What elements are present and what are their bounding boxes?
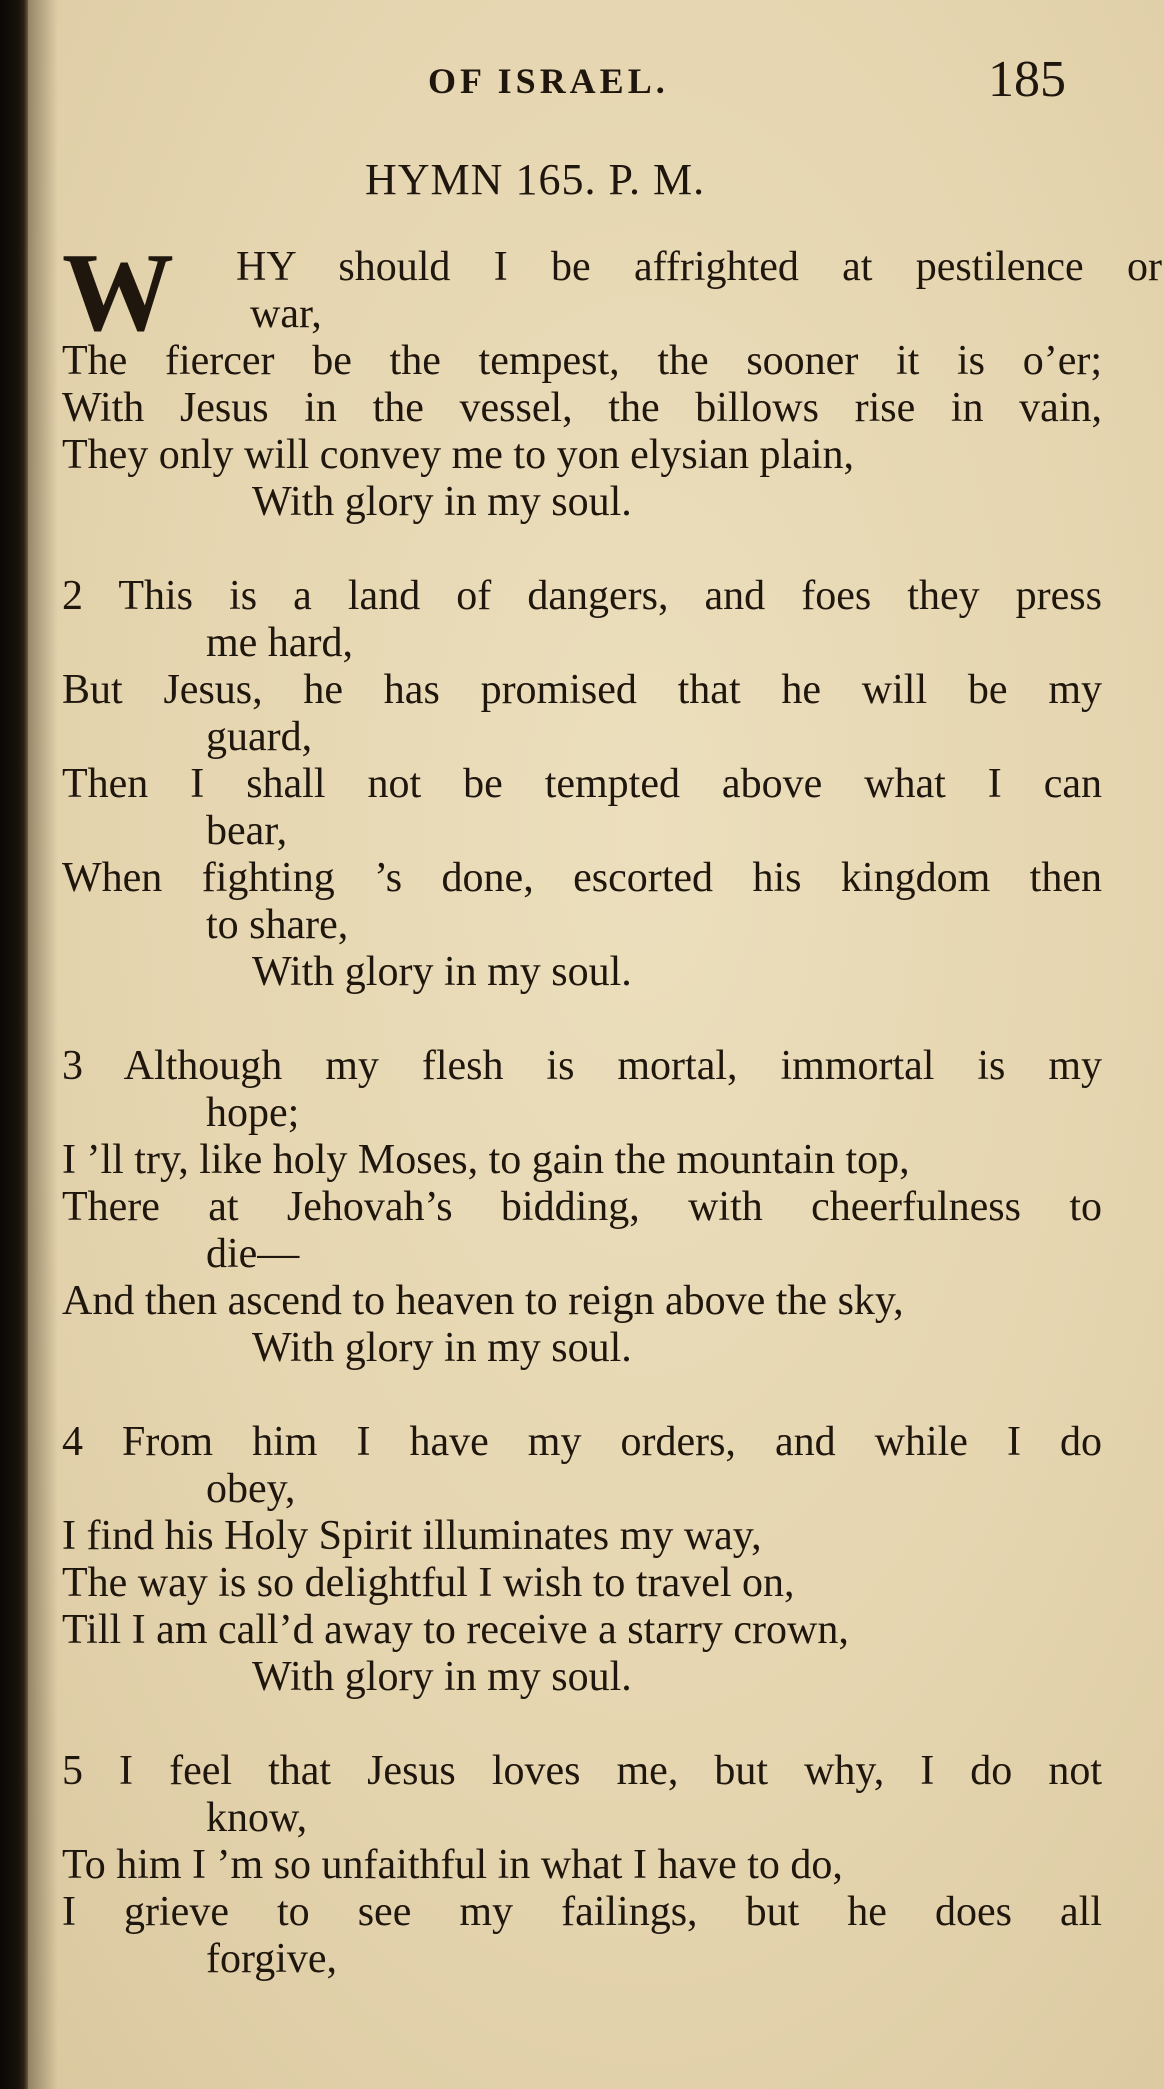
refrain: With glory in my soul. [252,479,632,525]
verse-line: Till I am call’d away to receive a starry crown, [62,1607,849,1653]
verse-line: 2 This is a land of dangers, and foes they press [62,573,1102,619]
refrain: With glory in my soul. [252,1654,632,1700]
verse-line: Then I shall not be tempted above what I can [62,761,1102,807]
verse-line: To him I ’m so unfaithful in what I have to do, [62,1842,843,1888]
verse-line: There at Jehovah’s bidding, with cheerfulness to [62,1184,1102,1230]
verse-line: The way is so delightful I wish to travel on, [62,1560,795,1606]
verse-line: 4 From him I have my orders, and while I do [62,1419,1102,1465]
verse-line: I find his Holy Spirit illuminates my way, [62,1513,762,1559]
stanza-1 [62,231,1162,526]
verse-line: And then ascend to heaven to reign above the sky, [62,1278,904,1324]
verse-line: With Jesus in the vessel, the billows rise in vain, [62,385,1102,431]
refrain: With glory in my soul. [252,1325,632,1371]
verse-line: When fighting ’s done, escorted his kingdom then [62,855,1102,901]
verse-line: I ’ll try, like holy Moses, to gain the mountain top, [62,1137,910,1183]
verse-line-turnover: forgive, [206,1936,338,1982]
stanza-4 [62,1419,1122,1701]
binding-edge [0,0,28,2089]
verse-line-turnover: know, [206,1795,308,1841]
verse-line: The fiercer be the tempest, the sooner it is o’er; [62,338,1102,384]
hymn-heading: HYMN 165. P. M. [365,155,706,204]
verse-line-turnover: die— [206,1231,300,1277]
verse-line-turnover: bear, [206,808,288,854]
stanzas [62,573,1122,1983]
verse-line-turnover: guard, [206,714,313,760]
verse-line: But Jesus, he has promised that he will be my [62,667,1102,713]
verse-line: They only will convey me to yon elysian plain, [62,432,855,478]
stanza-2 [62,573,1122,996]
verse-line: 5 I feel that Jesus loves me, but why, I do not [62,1748,1102,1794]
first-line-text: HY should I be affrighted at pestilence or [236,244,1162,290]
binding-shadow [28,0,58,2089]
verse-line-turnover: hope; [206,1090,300,1136]
verse-line: 3 Although my flesh is mortal, immortal is my [62,1043,1102,1089]
page-number: 185 [988,51,1066,108]
stanza-5 [62,1748,1122,1983]
refrain: With glory in my soul. [252,949,632,995]
hymn-text [62,231,1162,2030]
stanza-3 [62,1043,1122,1372]
first-line-turnover: war, [250,291,322,337]
verse-line-turnover: me hard, [206,620,353,666]
running-title: OF ISRAEL. [428,61,669,101]
first-line [62,231,1162,355]
drop-cap: W [62,231,174,355]
verse-line-turnover: to share, [206,902,349,948]
verse-line-turnover: obey, [206,1466,296,1512]
verse-line: I grieve to see my failings, but he does all [62,1889,1102,1935]
